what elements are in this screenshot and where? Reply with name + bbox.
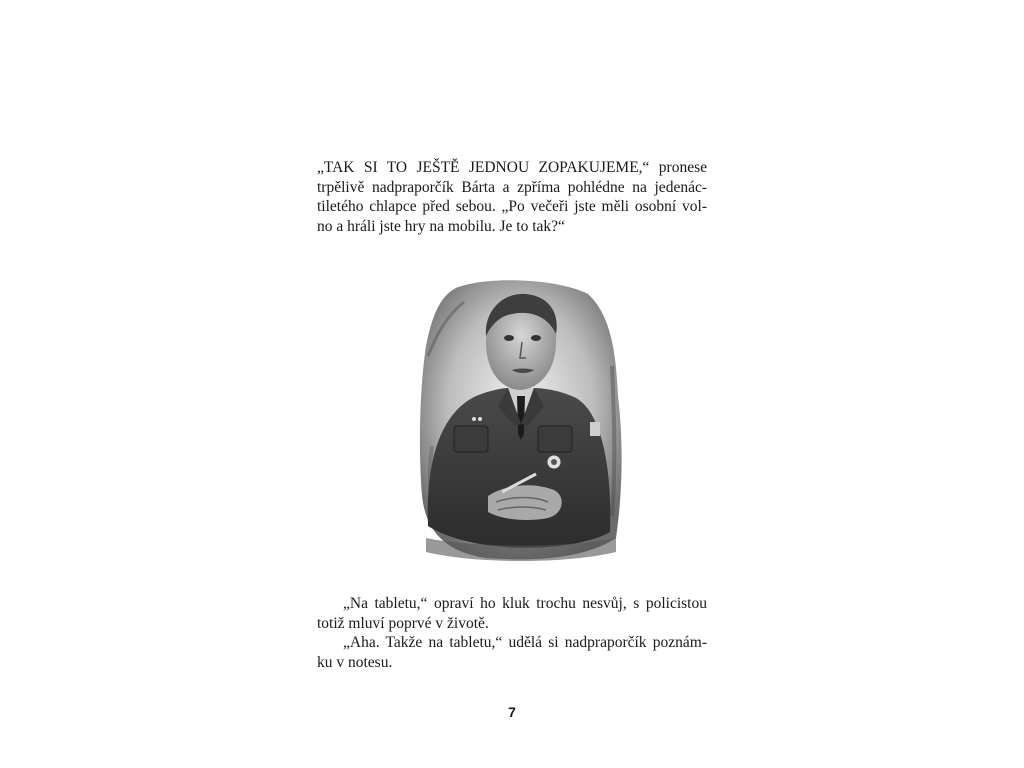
text-line: totiž mluví poprvé v životě. [317, 614, 489, 632]
text-line: tiletého chlapce před sebou. „Po večeři jste měli osobní vol- [317, 198, 707, 215]
dialogue-paragraph [317, 594, 707, 633]
text-line: „TAK SI TO JEŠTĚ JEDNOU ZOPAKUJEME,“ pronese [317, 159, 707, 176]
page-number: 7 [508, 704, 516, 720]
text-line: ku v notesu. [317, 653, 393, 671]
dialogue-paragraph [317, 633, 707, 672]
police-officer-illustration [416, 276, 626, 564]
dialogue-section [317, 594, 707, 672]
text-line: „Aha. Takže na tabletu,“ udělá si nadpraporčík poznám- [343, 634, 707, 651]
text-line: trpělivě nadpraporčík Bárta a zpříma pohlédne na jedenác- [317, 178, 707, 196]
opening-paragraph [317, 158, 707, 236]
text-line: „Na tabletu,“ opraví ho kluk trochu nesvůj, s policistou [343, 595, 707, 612]
text-line: no a hráli jste hry na mobilu. Je to tak?“ [317, 217, 565, 235]
